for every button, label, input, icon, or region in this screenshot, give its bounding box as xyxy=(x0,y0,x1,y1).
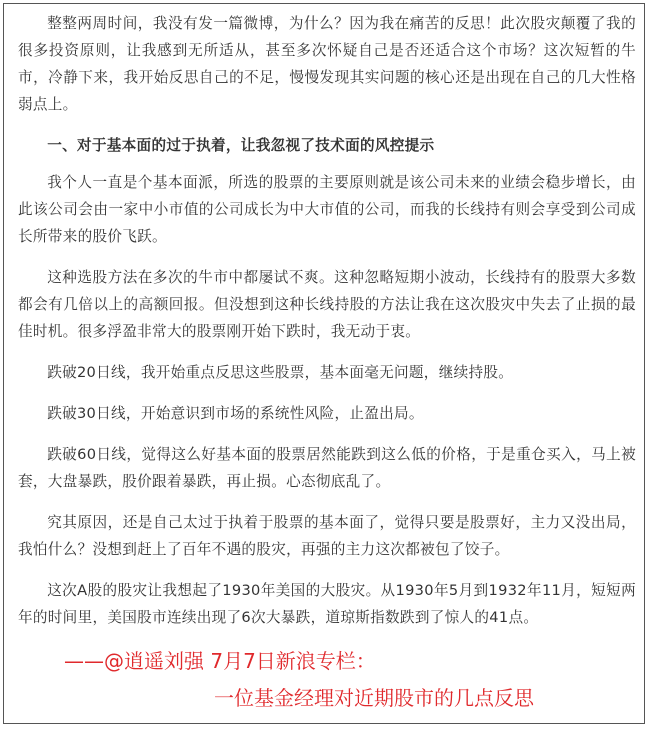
section-heading: 一、对于基本面的过于执着，让我忽视了技术面的风控提示 xyxy=(47,137,435,154)
paragraph-7: 这次A股的股灾让我想起了1930年美国的大股灾。从1930年5月到1932年11月，短短两年的时间里，美国股市连续出现了6次大暴跌，道琼斯指数跌到了惊人的41点。 xyxy=(18,582,636,626)
article-frame xyxy=(3,3,645,724)
article-body xyxy=(18,10,636,645)
paragraph-3: 跌破20日线，我开始重点反思这些股票，基本面毫无问题，继续持股。 xyxy=(47,364,514,381)
paragraph-6: 究其原因，还是自己太过于执着于股票的基本面了，觉得只要是股票好，主力又没出局，我怕什么？没想到赶上了百年不遇的股灾，再强的主力这次都被包了饺子。 xyxy=(18,514,636,558)
signature-title-line: 一位基金经理对近期股市的几点反思 xyxy=(214,686,534,710)
paragraph-4: 跌破30日线，开始意识到市场的系统性风险，止盈出局。 xyxy=(47,405,424,422)
paragraph-1: 我个人一直是个基本面派，所选的股票的主要原则就是该公司未来的业绩会稳步增长，由此该公司会由一家中小市值的公司成长为中大市值的公司，而我的长线持有则会享受到公司成长所带来的股价飞跃。 xyxy=(18,174,636,245)
paragraph-5: 跌破60日线，觉得这么好基本面的股票居然能跌到这么低的价格，于是重仓买入，马上被套，大盘暴跌，股价跟着暴跌，再止损。心态彻底乱了。 xyxy=(18,446,636,490)
intro-paragraph: 整整两周时间，我没有发一篇微博，为什么？因为我在痛苦的反思！此次股灾颠覆了我的很多投资原则，让我感到无所适从，甚至多次怀疑自己是否还适合这个市场？这次短暂的牛市，冷静下来，我开始反思自己的不足，慢慢发现其实问题的核心还是出现在自己的几大性格弱点上。 xyxy=(18,15,636,113)
signature-author-line: ——@逍遥刘强 7月7日新浪专栏： xyxy=(64,649,376,673)
paragraph-2: 这种选股方法在多次的牛市中都屡试不爽。这种忽略短期小波动，长线持有的股票大多数都会有几倍以上的高额回报。但没想到这种长线持股的方法让我在这次股灾中失去了止损的最佳时机。很多浮盈非常大的股票刚开始下跌时，我无动于衷。 xyxy=(18,269,636,340)
